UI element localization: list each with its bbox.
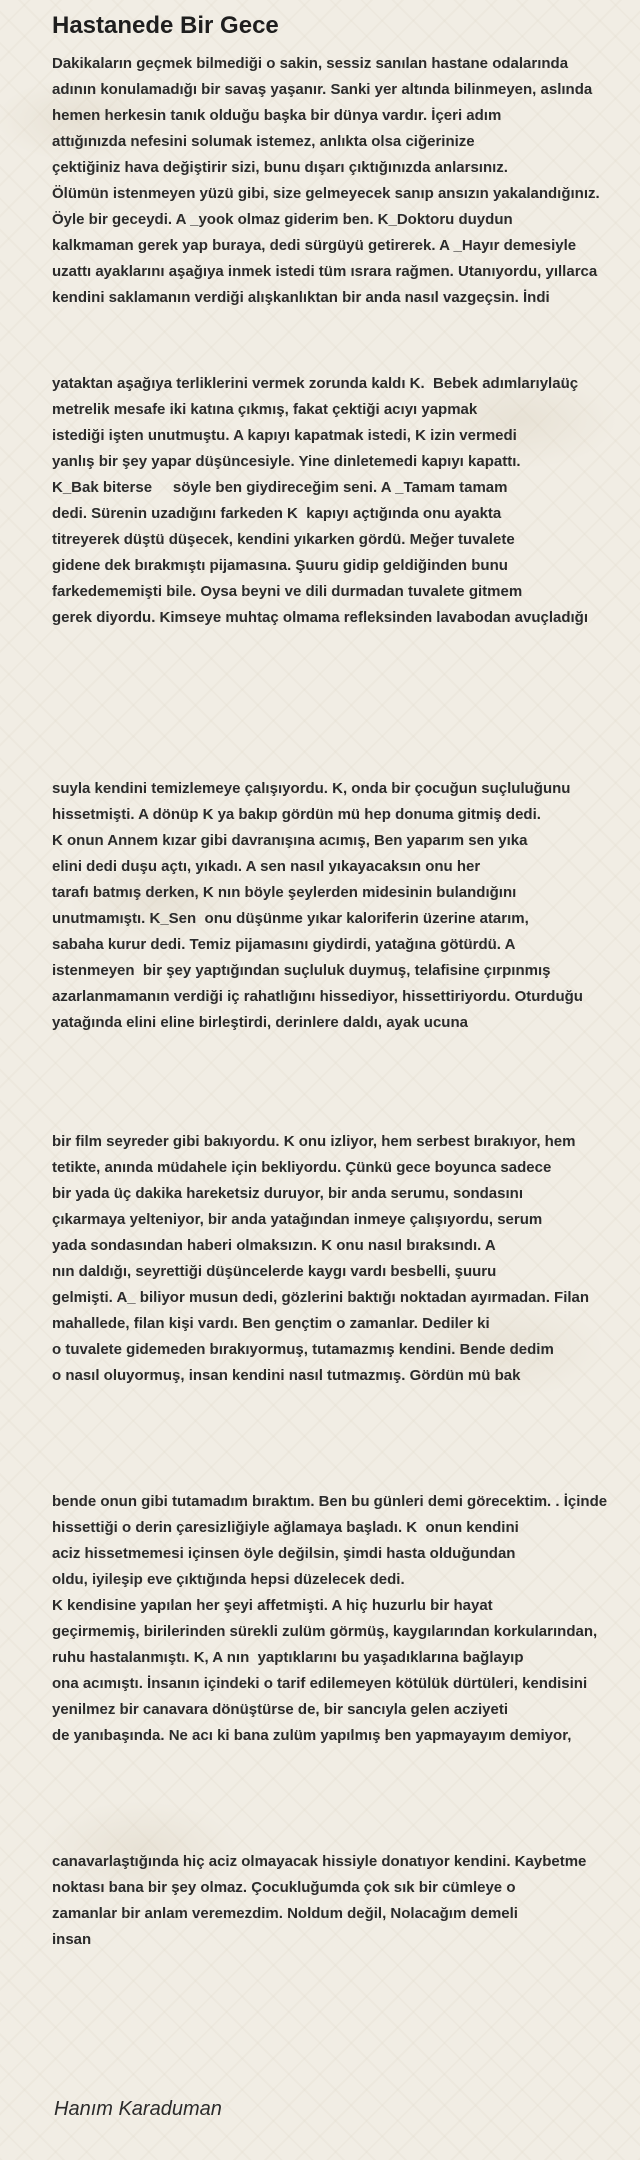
text-line: aciz hissetmemesi içinsen öyle değilsin, şimdi hasta olduğundan (52, 1545, 516, 1562)
text-line: insan (52, 1931, 92, 1948)
stanza-2 (52, 371, 640, 631)
text-line: o nasıl oluyormuş, insan kendini nasıl tutmazmış. Gördün mü bak (52, 1367, 521, 1384)
text-line: yanlış bir şey yapar düşüncesiyle. Yine dinletemedi kapıyı kapattı. (52, 453, 521, 470)
text-line: titreyerek düştü düşecek, kendini yıkarken gördü. Meğer tuvalete (52, 531, 515, 548)
text-line: uzattı ayaklarını aşağıya inmek istedi tüm ısrara rağmen. Utanıyordu, yıllarca (52, 263, 598, 280)
text-line: kendini saklamanın verdiği alışkanlıktan bir anda nasıl vazgeçsin. İndi (52, 289, 550, 306)
text-line: zamanlar bir anlam veremezdim. Noldum değil, Nolacağım demeli (52, 1905, 518, 1922)
text-line: ruhu hastalanmıştı. K, A nın yaptıklarını bu yaşadıklarına bağlayıp (52, 1649, 524, 1666)
text-line: geçirmemiş, birilerinden sürekli zulüm görmüş, kaygılarından korkularından, (52, 1623, 598, 1640)
text-line: K onun Annem kızar gibi davranışına acımış, Ben yaparım sen yıka (52, 832, 528, 849)
text-line: azarlanmamanın verdiği iç rahatlığını hissediyor, hissettiriyordu. Oturduğu (52, 988, 583, 1005)
text-line: bende onun gibi tutamadım bıraktım. Ben bu günleri demi görecektim. . İçinde (52, 1493, 608, 1510)
text-line: Dakikaların geçmek bilmediği o sakin, sessiz sanılan hastane odalarında (52, 55, 569, 72)
text-line: Öyle bir geceydi. A _yook olmaz giderim ben. K_Doktoru duydun (52, 211, 513, 228)
text-line: unutmamıştı. K_Sen onu düşünme yıkar kaloriferin üzerine atarım, (52, 910, 529, 927)
text-line: gidene dek bırakmıştı pijamasına. Şuuru gidip geldiğinden bunu (52, 557, 508, 574)
text-line: metrelik mesafe iki katına çıkmış, fakat çektiği acıyı yapmak (52, 401, 478, 418)
text-line: noktası bana bir şey olmaz. Çocukluğumda çok sık bir cümleye o (52, 1879, 516, 1896)
text-line: hissettiği o derin çaresizliğiyle ağlamaya başladı. K onun kendini (52, 1519, 519, 1536)
text-line: canavarlaştığında hiç aciz olmayacak hissiyle donatıyor kendini. Kaybetme (52, 1853, 587, 1870)
text-line: çıkarmaya yelteniyor, bir anda yatağından inmeye çalışıyordu, serum (52, 1211, 543, 1228)
stanza-5 (52, 1489, 640, 1749)
text-line: sabaha kurur dedi. Temiz pijamasını giydirdi, yatağına götürdü. A (52, 936, 516, 953)
text-line: elini dedi duşu açtı, yıkadı. A sen nasıl yıkayacaksın onu her (52, 858, 481, 875)
text-line: bir yada üç dakika hareketsiz duruyor, bir anda serumu, sondasını (52, 1185, 523, 1202)
text-line: oldu, iyileşip eve çıktığında hepsi düzelecek dedi. (52, 1571, 405, 1588)
text-line: yada sondasından haberi olmaksızın. K onu nasıl bıraksındı. A (52, 1237, 496, 1254)
text-line: yatağında elini eline birleştirdi, derinlere daldı, ayak ucuna (52, 1014, 468, 1031)
text-line: hemen herkesin tanık olduğu başka bir dünya vardır. İçeri adım (52, 107, 502, 124)
stanza-6 (52, 1849, 640, 1953)
text-line: suyla kendini temizlemeye çalışıyordu. K, onda bir çocuğun suçluluğunu (52, 780, 571, 797)
text-line: istediği işten unutmuştu. A kapıyı kapatmak istedi, K izin vermedi (52, 427, 517, 444)
text-line: de yanıbaşında. Ne acı ki bana zulüm yapılmış ben yapmayayım demiyor, (52, 1727, 572, 1744)
stanza-4 (52, 1129, 640, 1389)
text-line: mahallede, filan kişi vardı. Ben gençtim o zamanlar. Dediler ki (52, 1315, 490, 1332)
text-line: gerek diyordu. Kimseye muhtaç olmama refleksinden lavabodan avuçladığı (52, 609, 589, 626)
text-line: Ölümün istenmeyen yüzü gibi, size gelmeyecek sanıp ansızın yakalandığınız. (52, 185, 600, 202)
text-line: attığınızda nefesini solumak istemez, anlıkta olsa ciğerinize (52, 133, 475, 150)
text-line: yataktan aşağıya terliklerini vermek zorunda kaldı K. Bebek adımlarıylaüç (52, 375, 579, 392)
text-line: dedi. Sürenin uzadığını farkeden K kapıyı açtığında onu ayakta (52, 505, 502, 522)
text-line: K kendisine yapılan her şeyi affetmişti. A hiç huzurlu bir hayat (52, 1597, 493, 1614)
text-line: tetikte, anında müdahele için bekliyordu. Çünkü gece boyunca sadece (52, 1159, 552, 1176)
text-line: ona acımıştı. İnsanın içindeki o tarif edilemeyen kötülük dürtüleri, kendisini (52, 1675, 588, 1692)
text-line: tarafı batmış derken, K nın böyle şeylerden midesinin bulandığını (52, 884, 517, 901)
text-line: hissetmişti. A dönüp K ya bakıp gördün mü hep donuma gitmiş dedi. (52, 806, 541, 823)
text-line: bir film seyreder gibi bakıyordu. K onu izliyor, hem serbest bırakıyor, hem (52, 1133, 576, 1150)
stanza-3 (52, 776, 640, 1036)
text-line: nın daldığı, seyrettiği düşüncelerde kaygı vardı besbelli, şuuru (52, 1263, 497, 1280)
text-line: kalkmaman gerek yap buraya, dedi sürgüyü getirerek. A _Hayır demesiyle (52, 237, 577, 254)
text-line: çektiğiniz hava değiştirir sizi, bunu dışarı çıktığınızda anlarsınız. (52, 159, 508, 176)
text-line: adının konulamadığı bir savaş yaşanır. Sanki yer altında bilinmeyen, aslında (52, 81, 593, 98)
text-line: istenmeyen bir şey yaptığından suçluluk duymuş, telafisine çırpınmış (52, 962, 551, 979)
text-line: yenilmez bir canavara dönüştürse de, bir sancıyla gelen acziyeti (52, 1701, 509, 1718)
author-name: Hanım Karaduman (54, 2098, 222, 2120)
stanza-1 (52, 51, 640, 311)
text-line: K_Bak biterse söyle ben giydireceğim seni. A _Tamam tamam (52, 479, 508, 496)
text-line: farkedememişti bile. Oysa beyni ve dili durmadan tuvalete gitmem (52, 583, 523, 600)
poem-title: Hastanede Bir Gece (52, 12, 279, 39)
text-line: gelmişti. A_ biliyor musun dedi, gözlerini baktığı noktadan ayırmadan. Filan (52, 1289, 590, 1306)
text-line: o tuvalete gidemeden bırakıyormuş, tutamazmış kendini. Bende dedim (52, 1341, 554, 1358)
